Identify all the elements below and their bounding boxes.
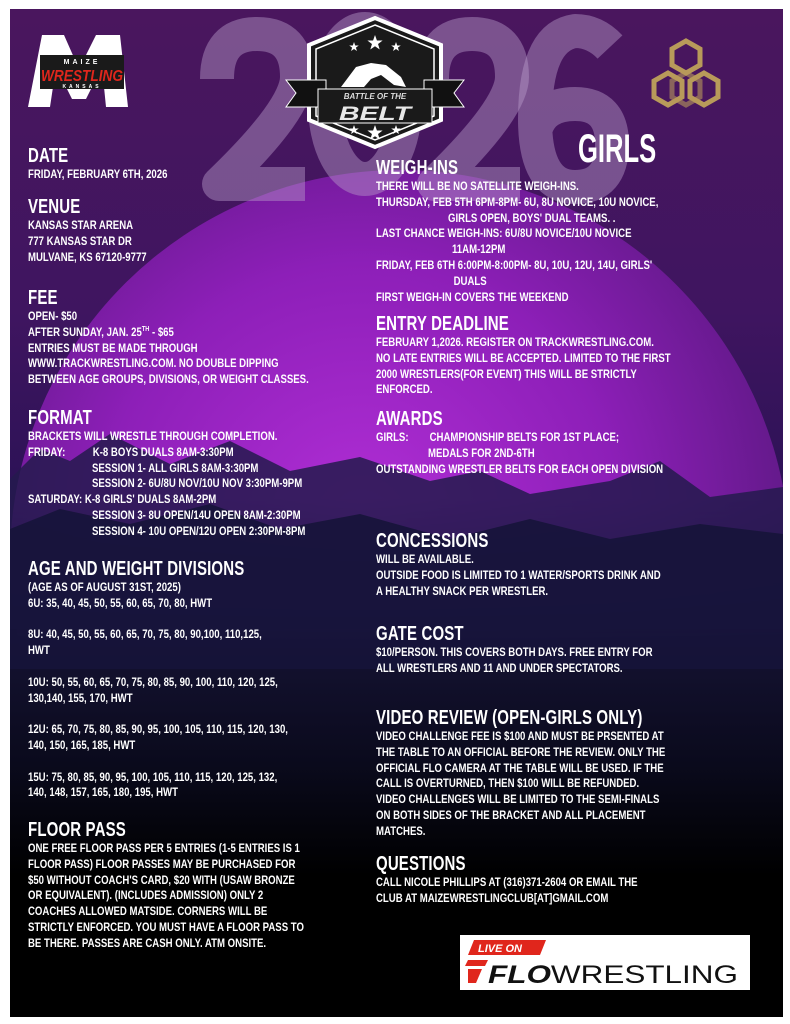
body-line: CLUB AT MAIZEWRESTLINGCLUB[AT]GMAIL.COM — [376, 890, 609, 905]
flowrestling-badge — [460, 935, 750, 990]
section-heading: AGE AND WEIGHT DIVISIONS — [28, 558, 245, 580]
body-line — [28, 754, 288, 770]
body-line: BETWEEN AGE GROUPS, DIVISIONS, OR WEIGHT CLASSES. — [28, 372, 309, 387]
body-line: (AGE AS OF AUGUST 31ST, 2025) — [28, 580, 181, 594]
entry-deadline-section — [376, 313, 744, 398]
body-line: COACHES ALLOWED MATSIDE. CORNERS WILL BE — [28, 904, 268, 919]
divisions-section — [28, 558, 353, 801]
body-line: 140, 148, 157, 165, 180, 195, HWT — [28, 785, 178, 800]
body-line: BE THERE. PASSES ARE CASH ONLY. ATM ONSITE. — [28, 935, 267, 950]
body-line: SESSION 2- 6U/8U NOV/10U NOV 3:30PM-9PM — [92, 476, 303, 491]
body-line: 6U: 35, 40, 45, 50, 55, 60, 65, 70, 80, HWT — [28, 595, 213, 610]
gate-cost-section — [376, 623, 722, 677]
flo-mark-icon — [465, 960, 488, 983]
section-heading: GATE COST — [376, 623, 464, 645]
body-line: MATCHES. — [376, 823, 426, 838]
body-line: FLOOR PASS) FLOOR PASSES MAY BE PURCHASED FOR — [28, 856, 296, 871]
venue-section — [28, 196, 176, 265]
body-line: SESSION 3- 8U OPEN/14U OPEN 8AM-2:30PM — [92, 507, 301, 522]
body-line: OUTSIDE FOOD IS LIMITED TO 1 WATER/SPORTS DRINK AND — [376, 567, 661, 582]
section-body — [376, 645, 653, 677]
line-text: AFTER SUNDAY, JAN. 25 — [28, 324, 142, 339]
section-body — [376, 729, 665, 840]
line-label: GIRLS: — [376, 430, 409, 444]
section-body — [376, 335, 671, 398]
body-line: ONE FREE FLOOR PASS PER 5 ENTRIES (1-5 ENTRIES IS 1 — [28, 841, 300, 855]
body-line — [28, 325, 309, 341]
line-after: - $65 — [149, 324, 174, 339]
section-body — [28, 167, 167, 183]
video-review-section — [376, 707, 738, 840]
body-line — [376, 430, 663, 446]
line-label: FRIDAY: — [28, 444, 66, 459]
section-heading: CONCESSIONS — [376, 530, 489, 552]
body-line: 15U: 75, 80, 85, 90, 95, 100, 105, 110, 115, 120, 125, 132, — [28, 769, 278, 784]
section-body — [28, 841, 304, 952]
body-line: 10U: 50, 55, 60, 65, 70, 75, 80, 85, 90, 100, 110, 120, 125, — [28, 674, 278, 689]
body-line: SATURDAY: K-8 GIRLS' DUALS 8AM-2PM — [28, 492, 217, 507]
body-line: SESSION 1- ALL GIRLS 8AM-3:30PM — [92, 460, 259, 475]
body-line — [28, 612, 288, 628]
section-body — [28, 218, 147, 265]
svg-text:FLOWRESTLING: FLO WRESTLING — [488, 961, 700, 989]
svg-text:MAIZE: MAIZE — [63, 59, 101, 66]
body-line: ENTRIES MUST BE MADE THROUGH — [28, 340, 198, 355]
body-line: 11AM-12PM — [452, 242, 506, 257]
body-line: $50 WITHOUT COACH'S CARD, $20 WITH (USAW BRONZE — [28, 872, 295, 887]
section-heading: VIDEO REVIEW (OPEN-GIRLS ONLY) — [376, 707, 643, 729]
body-line: THURSDAY, FEB 5TH 6PM-8PM- 6U, 8U NOVICE, 10U NOVICE, — [376, 194, 659, 209]
section-heading: WEIGH-INS — [376, 157, 459, 179]
line-sup: TH — [141, 325, 150, 333]
section-heading: FEE — [28, 287, 58, 309]
section-heading: FLOOR PASS — [28, 819, 126, 841]
body-line: THE TABLE TO AN OFFICIAL BEFORE THE REVIEW. ONLY THE — [376, 744, 666, 759]
section-body — [376, 430, 663, 477]
body-line: 2000 WRESTLERS(FOR EVENT) THIS WILL BE STRICTLY — [376, 366, 637, 381]
body-line: KANSAS STAR ARENA — [28, 218, 134, 232]
body-line — [28, 445, 305, 461]
body-line — [28, 659, 288, 675]
body-line: CALL IS OVERTURNED, THEN $100 WILL BE REFUNDED. — [376, 776, 640, 791]
body-line: BRACKETS WILL WRESTLE THROUGH COMPLETION. — [28, 429, 278, 443]
body-line: VIDEO CHALLENGE FEE IS $100 AND MUST BE PRSENTED AT — [376, 729, 664, 743]
section-body — [28, 429, 305, 540]
body-line: FEBRUARY 1,2026. REGISTER ON TRACKWRESTLING.COM. — [376, 335, 654, 349]
body-line: MULVANE, KS 67120-9777 — [28, 249, 147, 264]
svg-text:BELT: BELT — [339, 104, 414, 125]
body-line: OFFICIAL FLO CAMERA AT THE TABLE WILL BE USED. IF THE — [376, 760, 664, 775]
body-line: SESSION 4- 10U OPEN/12U OPEN 2:30PM-8PM — [92, 523, 306, 538]
section-heading: FORMAT — [28, 407, 92, 429]
section-heading: QUESTIONS — [376, 853, 466, 875]
body-line: ENFORCED. — [376, 382, 433, 397]
body-line: MEDALS FOR 2ND-6TH — [428, 445, 535, 460]
section-body — [28, 580, 288, 801]
body-line: CALL NICOLE PHILLIPS AT (316)371-2604 OR EMAIL THE — [376, 875, 638, 889]
body-line: 777 KANSAS STAR DR — [28, 233, 132, 248]
format-section — [28, 407, 375, 540]
body-line: DUALS — [453, 273, 487, 288]
body-line: A HEALTHY SNACK PER WRESTLER. — [376, 583, 549, 598]
section-heading: VENUE — [28, 196, 81, 218]
body-line: THERE WILL BE NO SATELLITE WEIGH-INS. — [376, 179, 579, 193]
svg-text:LIVE ON: LIVE ON — [478, 943, 523, 955]
body-line: 130,140, 155, 170, HWT — [28, 690, 133, 705]
floor-pass-section — [28, 819, 373, 952]
body-line: $10/PERSON. THIS COVERS BOTH DAYS. FREE ENTRY FOR — [376, 645, 653, 659]
section-body — [28, 309, 309, 388]
section-body — [376, 875, 638, 907]
honeycomb-logo — [646, 37, 726, 117]
line-text: K-8 BOYS DUALS 8AM-3:30PM — [92, 444, 234, 459]
event-flyer — [10, 9, 783, 1017]
body-line: FIRST WEIGH-IN COVERS THE WEEKEND — [376, 289, 569, 304]
body-line: FRIDAY, FEBRUARY 6TH, 2026 — [28, 167, 168, 181]
section-body — [376, 552, 661, 599]
body-line: 12U: 65, 70, 75, 80, 85, 90, 95, 100, 105, 110, 115, 120, 130, — [28, 722, 288, 737]
fee-section — [28, 287, 379, 388]
body-line: LAST CHANCE WEIGH-INS: 6U/8U NOVICE/10U NOVICE — [376, 226, 632, 241]
svg-text:WRESTLING: WRESTLING — [41, 68, 123, 85]
svg-text:KANSAS: KANSAS — [62, 84, 102, 90]
battle-of-the-belt-logo — [246, 15, 476, 150]
section-heading: ENTRY DEADLINE — [376, 313, 509, 335]
body-line — [28, 706, 288, 722]
svg-text:BATTLE OF THE: BATTLE OF THE — [343, 92, 407, 101]
maize-wrestling-logo — [24, 31, 134, 111]
body-line: FRIDAY, FEB 6TH 6:00PM-8:00PM- 8U, 10U, 12U, 14U, GIRLS' — [376, 257, 653, 272]
section-body — [376, 179, 658, 305]
body-line: ON BOTH SIDES OF THE BRACKET AND ALL PLACEMENT — [376, 807, 646, 822]
body-line: 8U: 40, 45, 50, 55, 60, 65, 70, 75, 80, 90,100, 110,125, — [28, 627, 262, 642]
weigh-ins-section — [376, 157, 729, 305]
body-line: OR EQUIVALENT). (INCLUDES ADMISSION) ONLY 2 — [28, 888, 264, 903]
body-line: HWT — [28, 643, 50, 658]
date-section — [28, 145, 202, 183]
questions-section — [376, 853, 703, 907]
body-line: VIDEO CHALLENGES WILL BE LIMITED TO THE SEMI-FINALS — [376, 792, 660, 807]
division-title: GIRLS — [578, 127, 657, 171]
body-line: GIRLS OPEN, BOYS' DUAL TEAMS. . — [448, 210, 616, 225]
body-line: ALL WRESTLERS AND 11 AND UNDER SPECTATORS. — [376, 660, 623, 675]
body-line: STRICTLY ENFORCED. YOU MUST HAVE A FLOOR PASS TO — [28, 919, 304, 934]
body-line: NO LATE ENTRIES WILL BE ACCEPTED. LIMITED TO THE FIRST — [376, 350, 671, 365]
body-line: 140, 150, 165, 185, HWT — [28, 737, 136, 752]
body-line: OPEN- $50 — [28, 309, 78, 323]
body-line: OUTSTANDING WRESTLER BELTS FOR EACH OPEN DIVISION — [376, 461, 664, 476]
line-text: CHAMPIONSHIP BELTS FOR 1ST PLACE; — [429, 430, 620, 444]
awards-section — [376, 408, 735, 477]
body-line: WWW.TRACKWRESTLING.COM. NO DOUBLE DIPPING — [28, 356, 279, 371]
section-heading: DATE — [28, 145, 69, 167]
body-line: WILL BE AVAILABLE. — [376, 552, 474, 566]
concessions-section — [376, 530, 732, 599]
section-heading: AWARDS — [376, 408, 443, 430]
